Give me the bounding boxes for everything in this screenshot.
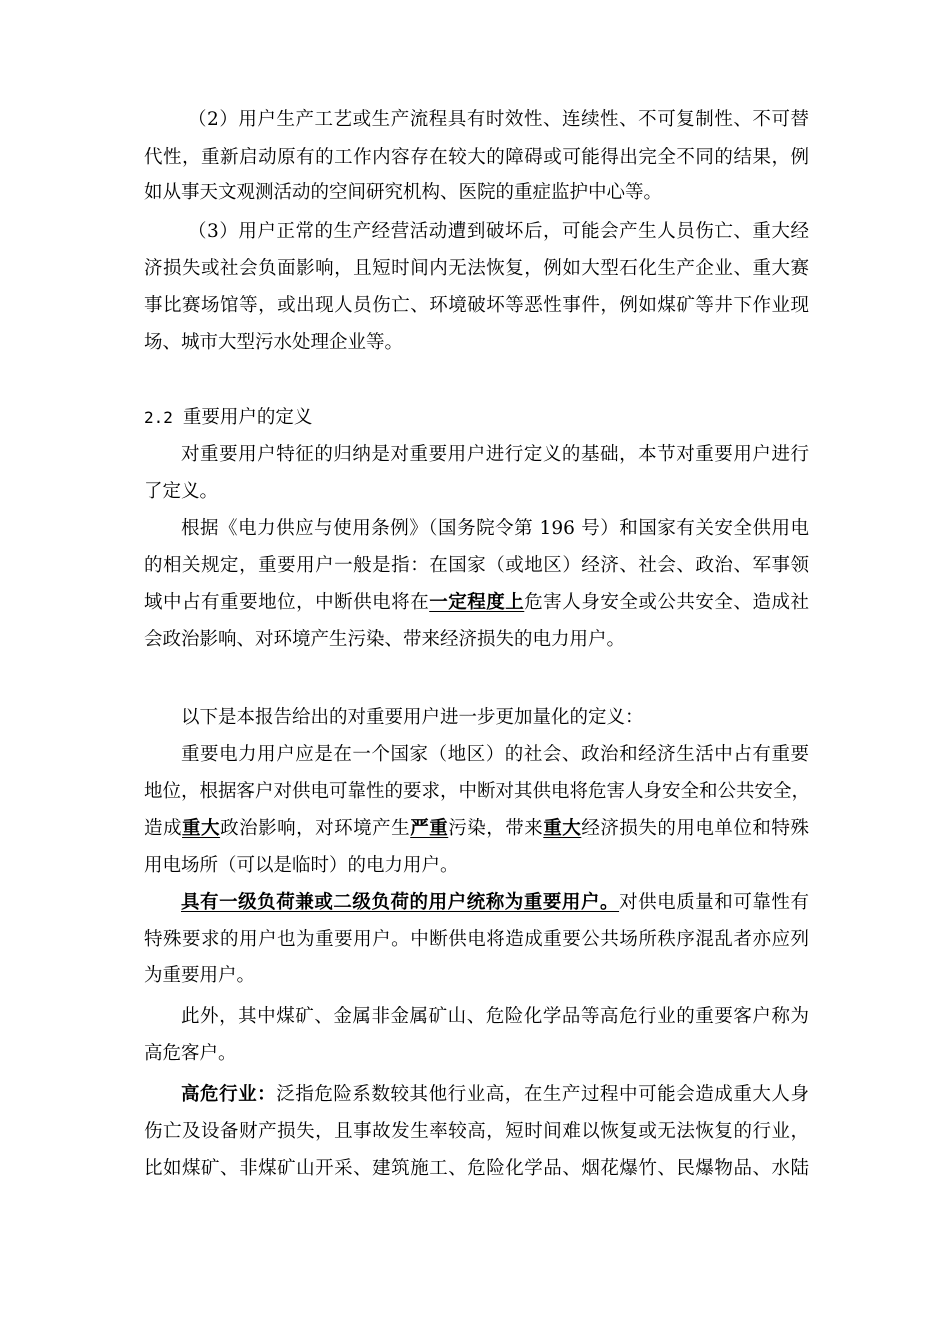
industry-line-2: 伤亡及设备财产损失，且事故发生率较高，短时间难以恢复或无法恢复的行业，	[144, 1121, 809, 1142]
load-line-1-rest: 对供电质量和可靠性有	[619, 892, 809, 913]
quant-line-2: 地位，根据客户对供电可靠性的要求，中断对其供电将危害人身安全和公共安全，	[144, 781, 811, 802]
paragraph-3-line-2: 济损失或社会负面影响，且短时间内无法恢复，例如大型石化生产企业、重大赛	[144, 258, 809, 279]
regulation-line-4: 会政治影响、对环境产生污染、带来经济损失的电力用户。	[144, 629, 626, 650]
quant-line-3-part-a: 造成	[144, 818, 183, 839]
paragraph-3-line-4: 场、城市大型污水处理企业等。	[144, 332, 404, 353]
regulation-line-2: 的相关规定，重要用户一般是指：在国家（或地区）经济、社会、政治、军事领	[144, 555, 809, 576]
regulation-line-3-part-c: 危害人身安全或公共安全、造成社	[524, 592, 809, 613]
quant-lead: 以下是本报告给出的对重要用户进一步更加量化的定义：	[181, 707, 644, 728]
paragraph-2-line-1: （2）用户生产工艺或生产流程具有时效性、连续性、不可复制性、不可替	[188, 109, 809, 130]
emphasis-major-1: 重大	[182, 818, 221, 839]
emphasis-certain-degree: 一定程度上	[429, 592, 525, 613]
section-heading	[144, 405, 312, 431]
quant-line-3-part-g: 经济损失的用电单位和特殊	[581, 818, 809, 839]
regulation-line-1: 根据《电力供应与使用条例》（国务院令第 196 号）和国家有关安全供用电	[181, 518, 809, 539]
quant-line-3	[144, 816, 809, 842]
quant-line-1: 重要电力用户应是在一个国家（地区）的社会、政治和经济生活中占有重要	[181, 744, 809, 765]
intro-line-1: 对重要用户特征的归纳是对重要用户进行定义的基础，本节对重要用户进行	[181, 444, 809, 465]
quant-line-3-part-e: 污染，带来	[448, 818, 544, 839]
section-title: 重要用户的定义	[182, 407, 313, 428]
industry-line-1-rest: 泛指危险系数较其他行业高，在生产过程中可能会造成重大人身	[276, 1084, 809, 1105]
quant-line-4: 用电场所（可以是临时）的电力用户。	[144, 855, 459, 876]
highrisk-line-1: 此外，其中煤矿、金属非金属矿山、危险化学品等高危行业的重要客户称为	[181, 1006, 809, 1027]
load-line-3: 为重要用户。	[144, 965, 256, 986]
regulation-line-3	[144, 590, 809, 616]
emphasis-serious: 严重	[410, 818, 449, 839]
load-line-1	[181, 890, 809, 916]
load-line-2: 特殊要求的用户也为重要用户。中断供电将造成重要公共场所秩序混乱者亦应列	[144, 929, 809, 950]
paragraph-3-line-3: 事比赛场馆等，或出现人员伤亡、环境破坏等恶性事件，例如煤矿等井下作业现	[144, 295, 809, 316]
industry-line-3: 比如煤矿、非煤矿山开采、建筑施工、危险化学品、烟花爆竹、民爆物品、水陆	[144, 1158, 809, 1179]
section-number: 2.2	[144, 408, 173, 427]
quant-line-3-part-c: 政治影响，对环境产生	[220, 818, 411, 839]
paragraph-3-line-1: （3）用户正常的生产经营活动遭到破坏后，可能会产生人员伤亡、重大经	[188, 221, 809, 242]
paragraph-2-line-3: 如从事天文观测活动的空间研究机构、医院的重症监护中心等。	[144, 182, 663, 203]
emphasis-major-2: 重大	[543, 818, 582, 839]
industry-line-1	[181, 1082, 809, 1108]
industry-term: 高危行业：	[181, 1084, 277, 1105]
intro-line-2: 了定义。	[144, 481, 219, 502]
highrisk-line-2: 高危客户。	[144, 1043, 237, 1064]
paragraph-2-line-2: 代性，重新启动原有的工作内容存在较大的障碍或可能得出完全不同的结果，例	[144, 147, 809, 168]
load-definition-emphasis: 具有一级负荷兼或二级负荷的用户统称为重要用户。	[181, 892, 620, 913]
regulation-line-3-part-a: 域中占有重要地位，中断供电将在	[144, 592, 430, 613]
